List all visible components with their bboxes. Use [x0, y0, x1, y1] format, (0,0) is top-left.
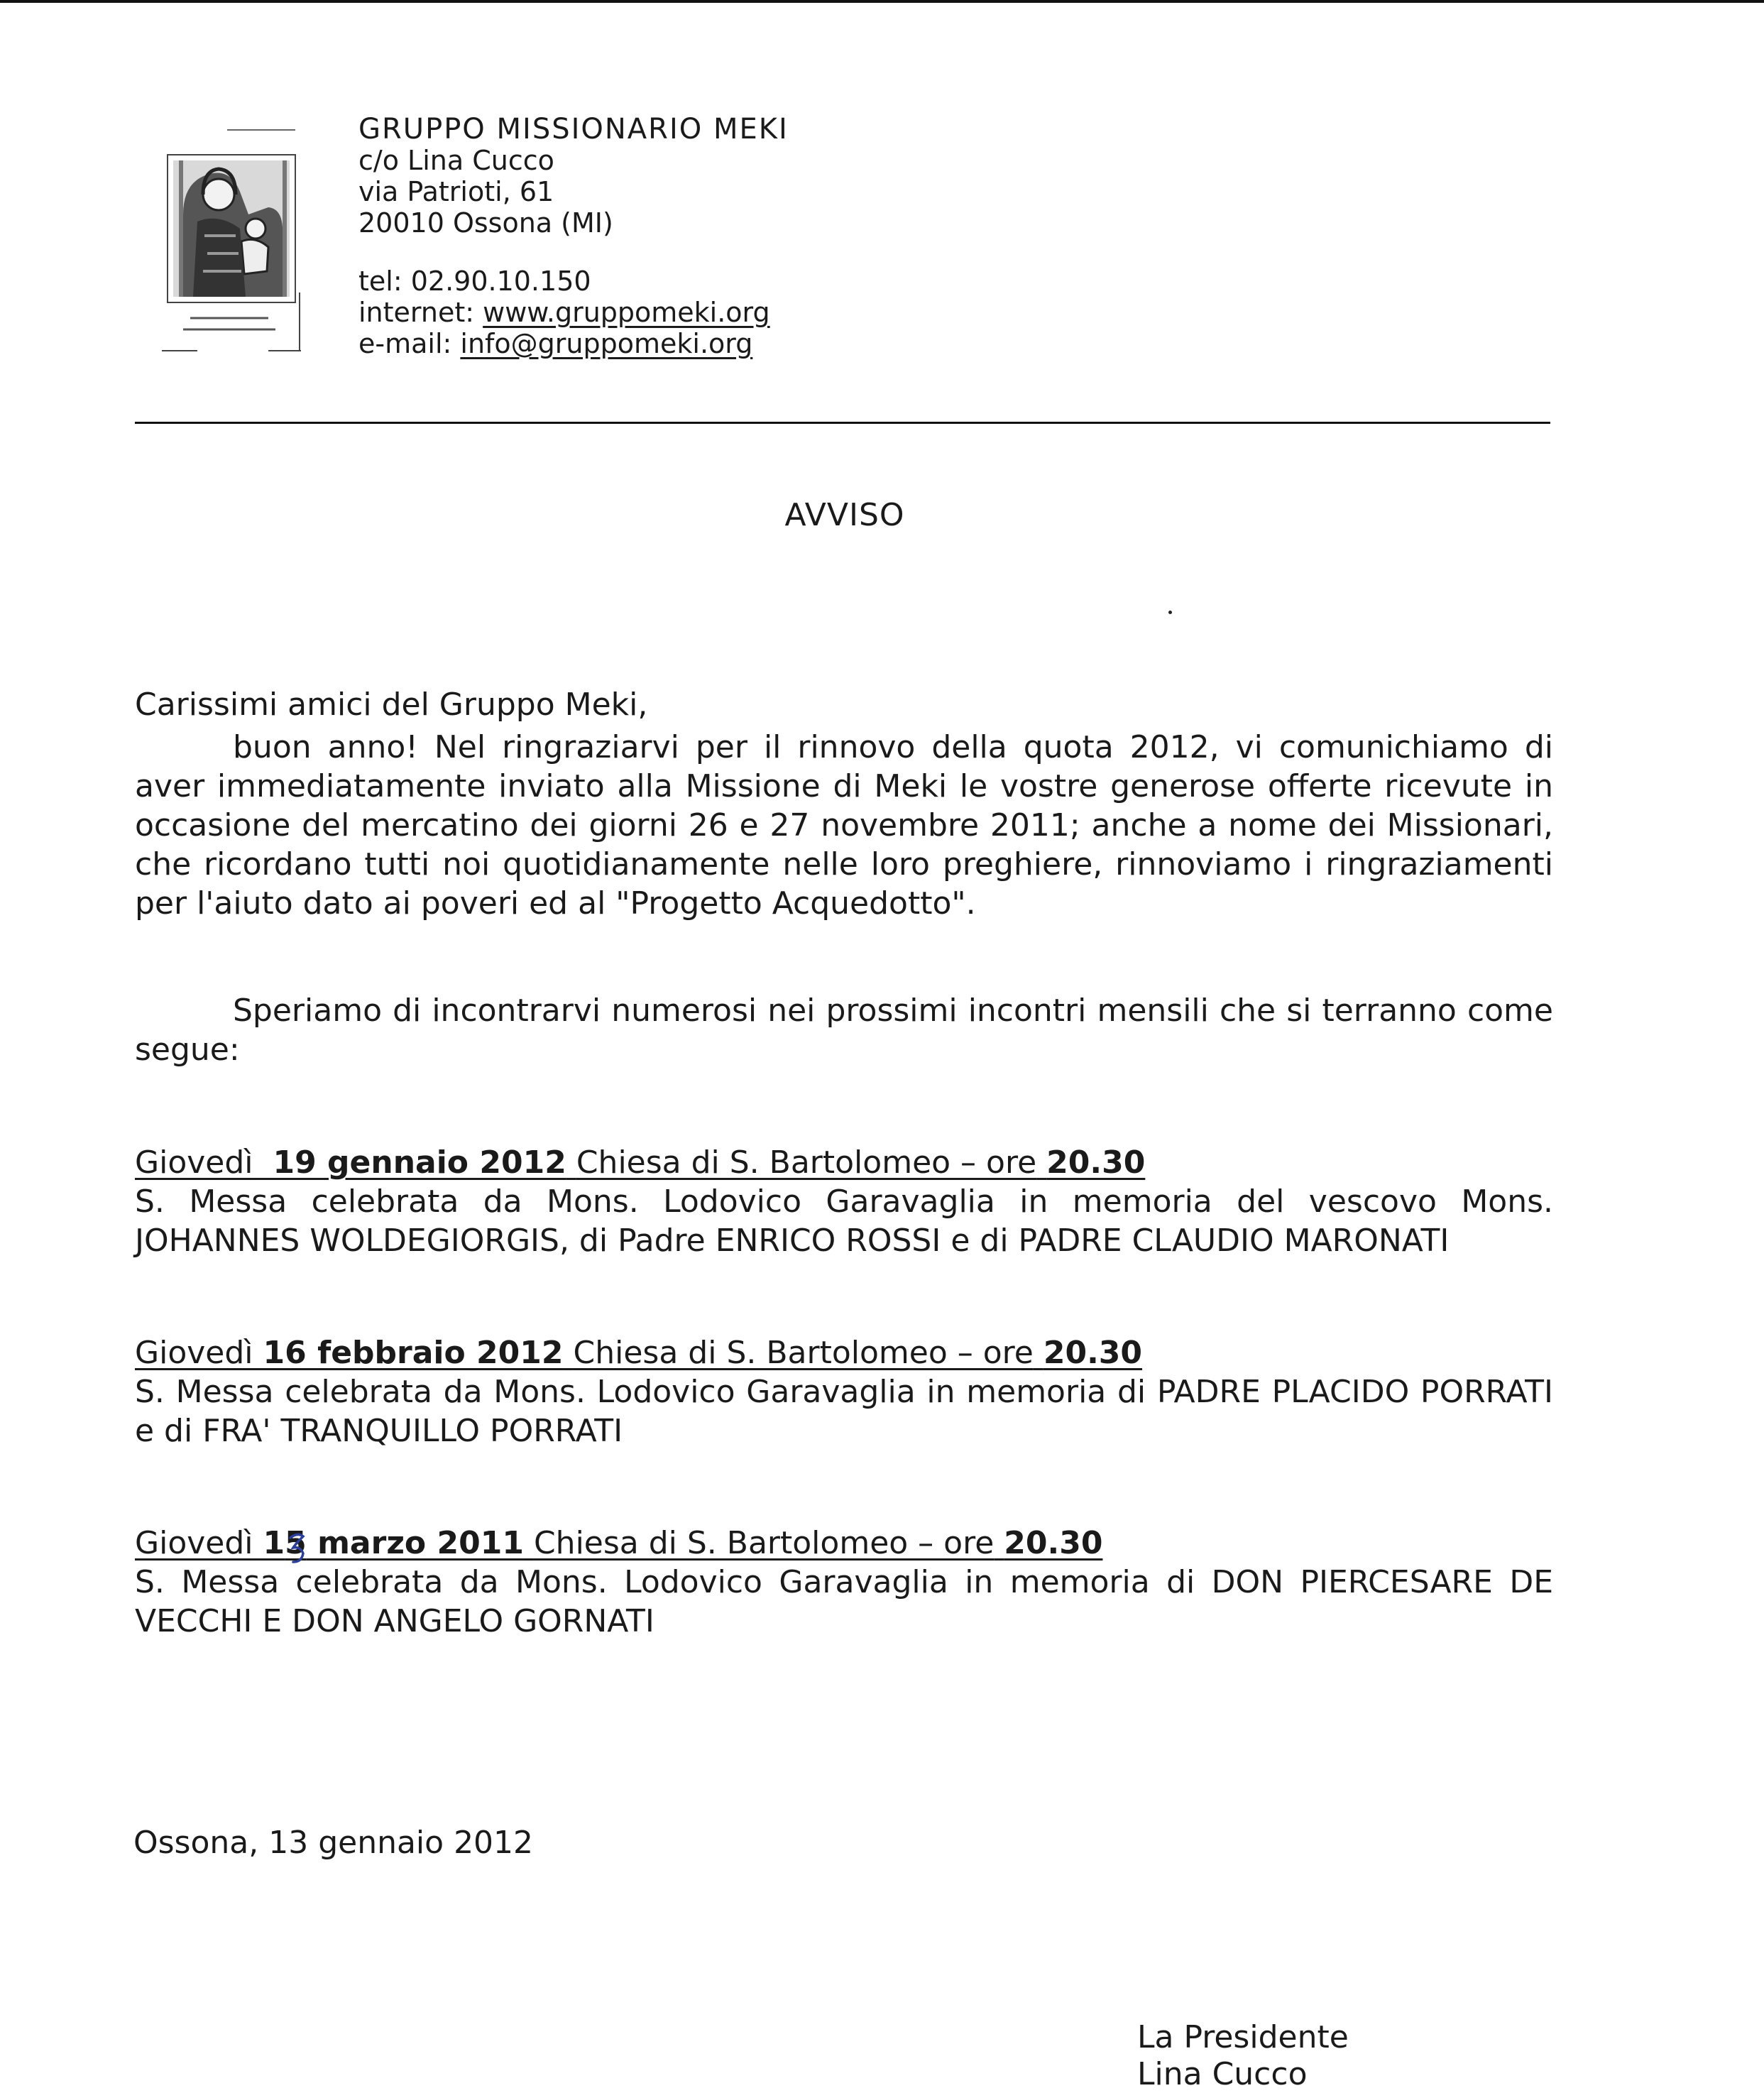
- event-3-header: Giovedì 15 marzo 2011 Chiesa di S. Bartolomeo – ore 20.30: [135, 1524, 1102, 1563]
- paragraph-2: Speriamo di incontrarvi numerosi nei prossimi incontri mensili che si terranno come segue:: [135, 993, 1553, 1068]
- email-link[interactable]: info@gruppomeki.org: [460, 328, 753, 359]
- org-name: GRUPPO MISSIONARIO MEKI: [358, 113, 789, 146]
- event-2-place: Chiesa di S. Bartolomeo – ore: [573, 1335, 1034, 1371]
- internet-label: internet:: [358, 297, 483, 328]
- email-label: e-mail:: [358, 328, 461, 359]
- org-email: [358, 328, 789, 359]
- signature-role: La Presidente: [1137, 2019, 1349, 2055]
- letterhead: [358, 114, 789, 359]
- event-1-place: Chiesa di S. Bartolomeo – ore: [576, 1144, 1037, 1181]
- header-divider: [135, 422, 1550, 424]
- event-3-time: 20.30: [1004, 1525, 1103, 1561]
- place-and-date: Ossona, 13 gennaio 2012: [133, 1825, 534, 1861]
- org-care-of: c/o Lina Cucco: [358, 145, 554, 176]
- event-2-time: 20.30: [1043, 1335, 1143, 1371]
- madonna-with-child-icon: [162, 129, 301, 355]
- org-internet: [358, 297, 789, 328]
- page-top-edge: [0, 0, 1764, 3]
- stray-dot: [1168, 611, 1172, 614]
- paragraph-1: buon anno! Nel ringraziarvi per il rinnovo della quota 2012, vi comunichiamo di aver immediatamente inviato alla Missione di Meki le vostre generose offerte ricevute in occasione del mercatino dei giorni 26 e 27 novembre 2011; anche a nome dei Missionari, che ricordano tutti noi quotidianamente nelle loro preghiere, rinnoviamo i ringraziamenti per l'aiuto dato ai poveri ed al "Progetto Acquedotto".: [135, 729, 1553, 922]
- event-2-date: 16 febbraio 2012: [263, 1335, 564, 1371]
- event-3: [135, 1524, 1553, 1641]
- event-1: [135, 1143, 1553, 1260]
- website-link[interactable]: www.gruppomeki.org: [483, 297, 770, 328]
- greeting: Carissimi amici del Gruppo Meki,: [135, 687, 648, 723]
- org-street: via Patrioti, 61: [358, 176, 554, 207]
- event-2-header: Giovedì 16 febbraio 2012 Chiesa di S. Bartolomeo – ore 20.30: [135, 1335, 1143, 1371]
- event-1-header: Giovedì 19 gennaio 2012 Chiesa di S. Bartolomeo – ore 20.30: [135, 1144, 1146, 1181]
- corrected-digit: 5: [285, 1525, 307, 1561]
- event-1-date: 19 gennaio 2012: [273, 1144, 566, 1181]
- event-2-description: S. Messa celebrata da Mons. Lodovico Garavaglia in memoria di PADRE PLACIDO PORRATI e di FRA' TRANQUILLO PORRATI: [135, 1374, 1553, 1449]
- event-3-place: Chiesa di S. Bartolomeo – ore: [533, 1525, 995, 1561]
- event-3-description: S. Messa celebrata da Mons. Lodovico Garavaglia in memoria di DON PIERCESARE DE VECCHI E DON ANGELO GORNATI: [135, 1564, 1553, 1639]
- event-2: [135, 1333, 1553, 1450]
- document-title: AVVISO: [784, 497, 905, 533]
- event-1-time: 20.30: [1046, 1144, 1146, 1181]
- org-city: 20010 Ossona (MI): [358, 207, 613, 239]
- signature-block: [1137, 2019, 1349, 2093]
- signature-name: Lina Cucco: [1137, 2056, 1308, 2092]
- org-tel: tel: 02.90.10.150: [358, 266, 591, 297]
- pen-correction-icon: [287, 1531, 306, 1565]
- event-3-date: 15 marzo 2011: [263, 1525, 524, 1561]
- event-1-description: S. Messa celebrata da Mons. Lodovico Garavaglia in memoria del vescovo Mons. JOHANNES WOLDEGIORGIS, di Padre ENRICO ROSSI e di PADRE CLAUDIO MARONATI: [135, 1184, 1553, 1259]
